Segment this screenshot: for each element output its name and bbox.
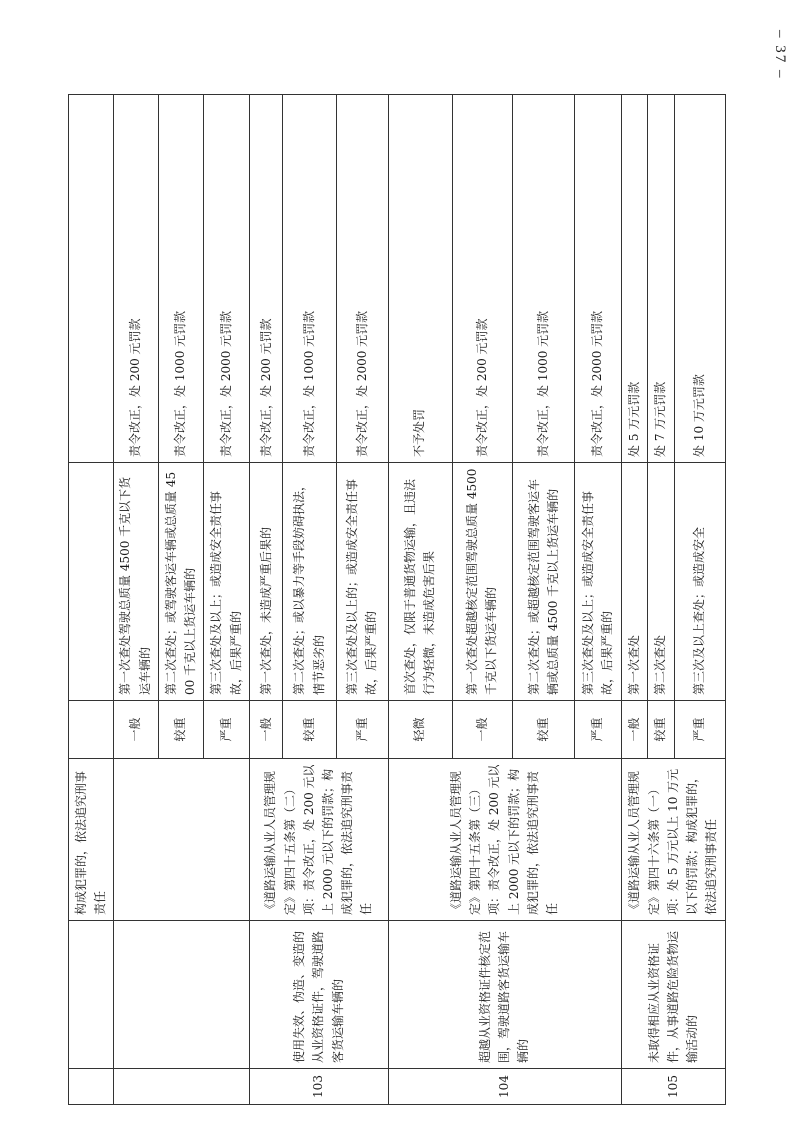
cell-cond: 第二次查处；或以暴力等手段妨碍执法，情节恶劣的 [283, 463, 337, 701]
cell-act: 使用失效、伪造、变造的从业资格证件，驾驶道路客货运输车辆的 [250, 921, 388, 1069]
cell-pen: 责令改正，处 1000 元罚款 [283, 95, 337, 463]
cell-num: 104 [388, 1069, 621, 1105]
cell-num [113, 1069, 250, 1105]
cell-pen: 责令改正，处 1000 元罚款 [158, 95, 203, 463]
cell-pen: 责令改正，处 200 元罚款 [250, 95, 283, 463]
cell-level: 严重 [674, 701, 725, 759]
cell-level: 一般 [113, 701, 158, 759]
cell-pen: 处 7 万元罚款 [648, 95, 675, 463]
cell-pen: 责令改正，处 2000 元罚款 [336, 95, 388, 463]
cell-cond: 首次查处，仅限于普通货物运输，且违法行为轻微，未造成危害后果 [388, 463, 452, 701]
cell-num: 103 [250, 1069, 388, 1105]
cell-cond: 第二次查处 [648, 463, 675, 701]
cell-act [69, 921, 114, 1069]
cell-cond: 第三次查处及以上；或造成安全责任事故，后果严重的 [575, 463, 621, 701]
cell-level: 严重 [575, 701, 621, 759]
cell-cond: 第三次及以上查处；或造成安全 [674, 463, 725, 701]
cell-num [69, 1069, 114, 1105]
cell-pen: 处 10 万元罚款 [674, 95, 725, 463]
penalty-table [68, 94, 726, 1105]
cell-level: 较重 [513, 701, 575, 759]
cell-act: 超越从业资格证件核定范围，驾驶道路客货运输车辆的 [388, 921, 621, 1069]
cell-law [113, 759, 250, 921]
cell-level [69, 701, 114, 759]
cell-level: 一般 [621, 701, 648, 759]
cell-cond: 第一次查处，未造成严重后果的 [250, 463, 283, 701]
cell-cond: 第三次查处及以上；或造成安全责任事故，后果严重的 [203, 463, 249, 701]
rotated-page-content [68, 95, 726, 1105]
page-number: – 37 – [772, 30, 788, 80]
table-row [113, 95, 158, 1105]
cell-pen: 责令改正，处 200 元罚款 [452, 95, 513, 463]
cell-law: 《道路运输从业人员管理规定》第四十五条第（三）项：责令改正，处 200 元以上 2000 元以下的罚款；构成犯罪的，依法追究刑事责任 [388, 759, 621, 921]
cell-pen: 不予处罚 [388, 95, 452, 463]
table-row [388, 95, 452, 1105]
cell-cond: 第一次查处超越核定范围驾驶总质量 4500 千克以下货运车辆的 [452, 463, 513, 701]
cell-act: 未取得相应从业资格证件，从事道路危险货物运输活动的 [621, 921, 725, 1069]
cell-pen: 责令改正，处 2000 元罚款 [575, 95, 621, 463]
cell-law: 《道路运输从业人员管理规定》第四十五条第（二）项：责令改正，处 200 元以上 2000 元以下的罚款；构成犯罪的，依法追究刑事责任 [250, 759, 388, 921]
cell-pen [69, 95, 114, 463]
cell-act [113, 921, 250, 1069]
cell-law: 《道路运输从业人员管理规定》第四十六条第（一）项：处 5 万元以上 10 万元以下的罚款；构成犯罪的，依法追究刑事责任 [621, 759, 725, 921]
cell-cond: 第二次查处；或超越核定范围驾驶客运车辆或总质量 4500 千克以上货运车辆的 [513, 463, 575, 701]
cell-level: 较重 [283, 701, 337, 759]
table-row [250, 95, 283, 1105]
cell-level: 严重 [336, 701, 388, 759]
cell-cond: 第三次查处及以上的；或造成安全责任事故，后果严重的 [336, 463, 388, 701]
cell-pen: 责令改正，处 200 元罚款 [113, 95, 158, 463]
continuation-row [69, 95, 114, 1105]
cell-level: 一般 [452, 701, 513, 759]
cell-level: 严重 [203, 701, 249, 759]
cell-cond [69, 463, 114, 701]
cell-law: 构成犯罪的，依法追究刑事责任 [69, 759, 114, 921]
cell-cond: 第二次查处；或驾驶客运车辆或总质量 4500 千克以上货运车辆的 [158, 463, 203, 701]
table-row [621, 95, 648, 1105]
cell-level: 一般 [250, 701, 283, 759]
cell-cond: 第一次查处驾驶总质量 4500 千克以下货运车辆的 [113, 463, 158, 701]
cell-level: 较重 [648, 701, 675, 759]
cell-level: 较重 [158, 701, 203, 759]
cell-pen: 处 5 万元罚款 [621, 95, 648, 463]
cell-cond: 第一次查处 [621, 463, 648, 701]
cell-level: 轻微 [388, 701, 452, 759]
cell-pen: 责令改正，处 2000 元罚款 [203, 95, 249, 463]
cell-pen: 责令改正，处 1000 元罚款 [513, 95, 575, 463]
cell-num: 105 [621, 1069, 725, 1105]
